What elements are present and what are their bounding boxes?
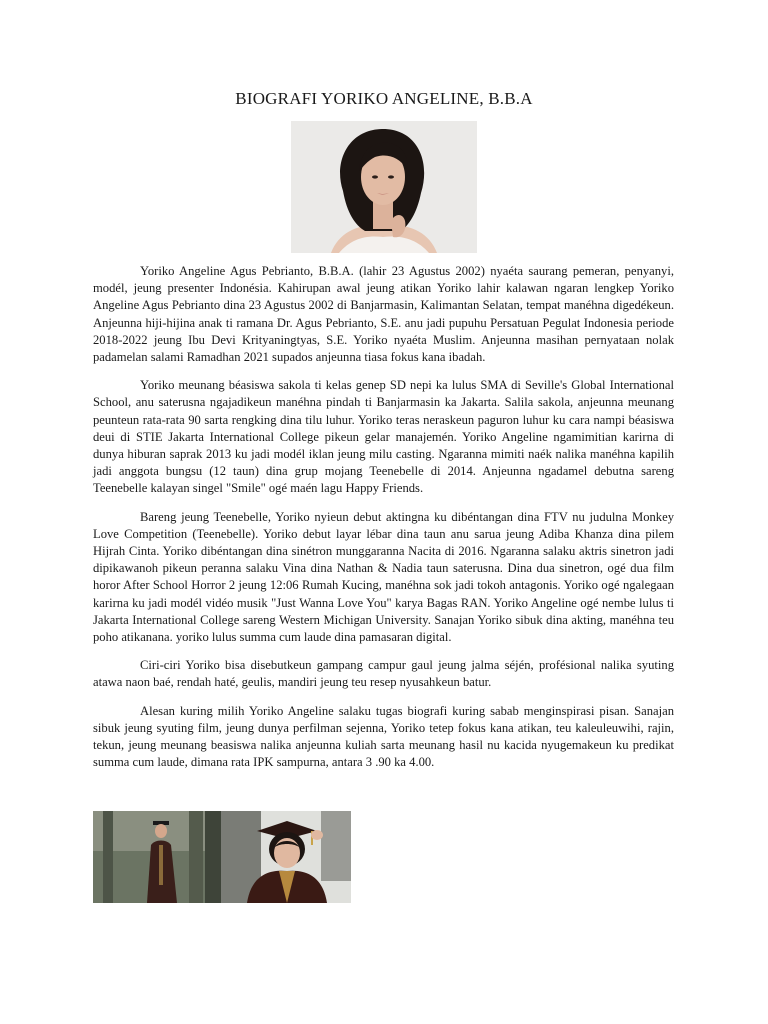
graduation-illustration-right [221,811,351,903]
paragraph-1: Yoriko Angeline Agus Pebrianto, B.B.A. (lahir 23 Agustus 2002) nyaéta saurang pemeran, penyanyi, modél, jeung presenter Indonésia. Kahirupan awal jeung atikan Yoriko lahir kalawan ngaran lengkep Yoriko Angeline Agus Pebrianto dina 23 Agustus 2002 di Banjarmasin, Kalimantan Selatan, tempat manéhna digedékeun. Anjeunna hiji-hijina anak ti ramana Dr. Agus Pebrianto, S.E. anu jadi pupuhu Persatuan Pegulat Indonesia periode 2018-2022 jeung Ibu Devi Krityaningtyas, S.E. Yoriko nyaéta Muslim. Anjeunna masihan pernyataan nolak padamelan salami Ramadhan 2021 supados anjeunna tiasa fokus kana ibadah. [93,264,674,365]
portrait-illustration [291,121,477,253]
paragraph-3: Bareng jeung Teenebelle, Yoriko nyieun debut aktingna ku dibéntangan dina FTV nu judulna Monkey Love Competition (Teenebelle). Yoriko debut layar lébar dina taun anu sarua jeung Adiba Khanza dina pilem Hijrah Cinta. Yoriko dibéntangan dina sinétron munggaranna Nacita di 2016. Ngaranna salaku aktris sinetron jadi dipikawanoh pikeun peranna salaku Vina dina Nathan & Nadia taun saterusna. Dina dua sinetron, ogé dua film horor After School Horror 2 jeung 12:06 Rumah Kucing, manéhna sok jadi tokoh antagonis. Yoriko ogé ngalegaan karirna ku jadi modél vidéo musik "Just Wanna Love You" karya Bagas RAN. Yoriko Angeline ogé nembe lulus ti Jakarta International College sareng Western Michigan University. Sanajan Yoriko sibuk dina akting, manéhna teu poho atikanana. yoriko lulus summa cum laude dina pamasaran digital. [93,509,674,645]
portrait-photo [291,121,477,253]
body-text [93,263,674,782]
paragraph-4: Ciri-ciri Yoriko bisa disebutkeun gampang campur gaul jeung jalma séjén, profésional nalika syuting atawa naon baé, rendah haté, geulis, mandiri jeung teu resep nyusahkeun batur. [93,658,674,690]
paragraph-5: Alesan kuring milih Yoriko Angeline salaku tugas biografi kuring sabab menginspirasi pisan. Sanajan sibuk jeung syuting film, jeung dunya perfilman sejenna, Yoriko tetep fokus kana atikan, teu kaleuleuwihi, rajin, tekun, jeung meunang beasiswa nalika anjeunna kuliah sarta meunang hasil nu kacida nyugemakeun ku predikat summa cum laude, dimana rata IPK sampurna, antara 3 .90 ka 4.00. [93,703,674,770]
graduation-photos [93,811,351,903]
graduation-illustration-left [93,811,221,903]
graduation-photo-right [221,811,351,903]
graduation-photo-left [93,811,221,903]
document-title: BIOGRAFI YORIKO ANGELINE, B.B.A [235,89,533,108]
paragraph-2: Yoriko meunang béasiswa sakola ti kelas genep SD nepi ka lulus SMA di Seville's Global International School, anu saterusna ngajadikeun manéhna pindah ti Banjarmasin ka Jakarta. Salila sakola, anjeunna meunang peunteun rata-rata 90 sarta rengking dina tilu luhur. Yoriko teras neraskeun paguron luhur ku cara nampi béasiswa deui di STIE Jakarta International College pikeun gelar manajemén. Yoriko Angeline ngamimitian karirna di dunya hiburan saprak 2013 ku jadi modél iklan jeung milu casting. Ngaranna mimiti naék nalika manéhna kapilih jadi anggota bungsu (12 taun) dina grup mojang Teenebelle di 2014. Anjeunna ngadamel debutna sareng Teenebelle kalayan singel "Smile" ogé maén lagu Happy Friends. [93,378,674,496]
